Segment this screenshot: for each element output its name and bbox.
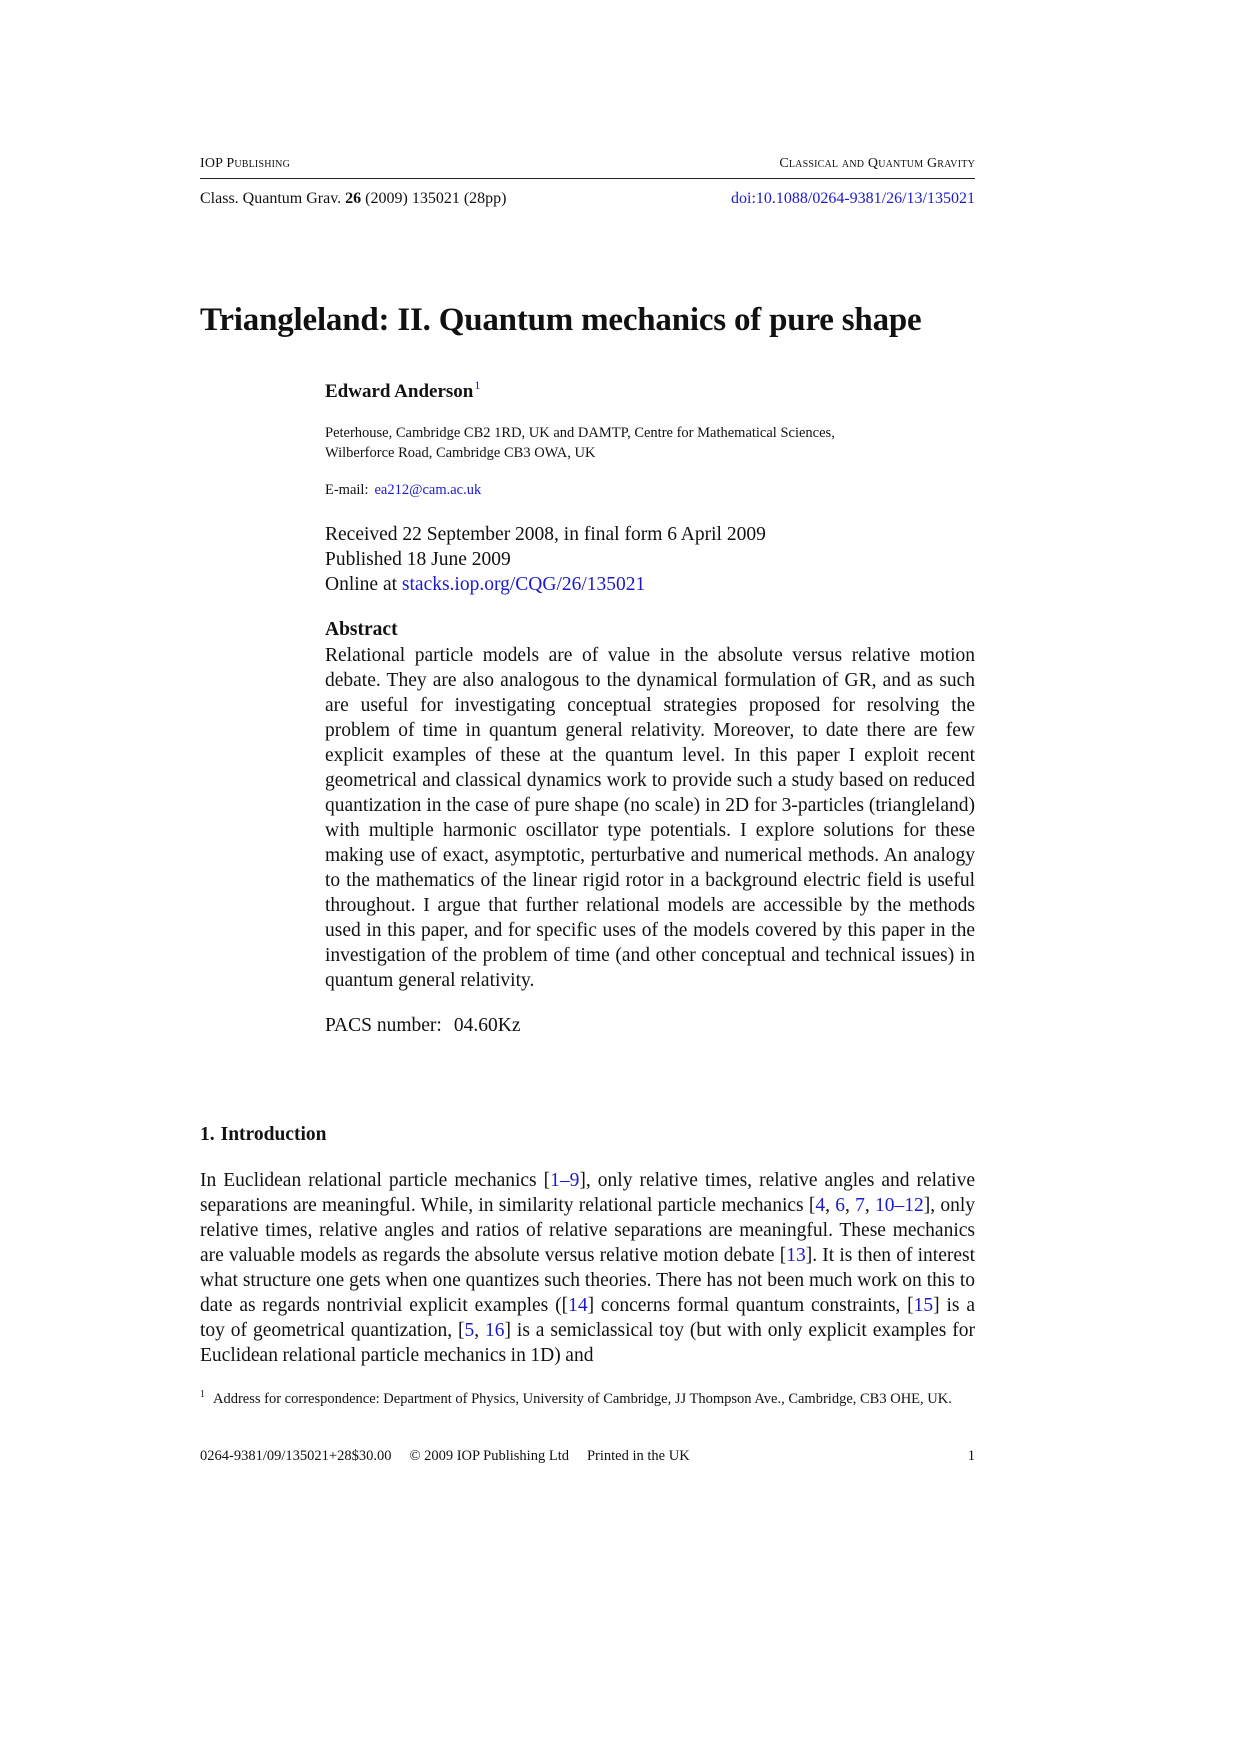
footnote-mark: 1 <box>200 1389 205 1400</box>
paper-title: Triangleland: II. Quantum mechanics of pure shape <box>200 302 922 338</box>
abstract-heading: Abstract <box>325 619 398 640</box>
page-number: 1 <box>967 1448 975 1464</box>
text-run: ] is a semiclassical toy (but with only explicit examples for Euclidean relational particle mechanics in 1D) and <box>200 1320 975 1366</box>
text-run: , <box>844 1195 856 1216</box>
section-number: 1. <box>200 1124 215 1145</box>
email-label: E-mail: <box>325 482 369 498</box>
text-run: ] is a toy of geometrical quantization, [ <box>200 1295 975 1341</box>
publication-dates <box>325 522 766 597</box>
author-name-text: Edward Anderson <box>325 381 474 402</box>
online-label: Online at <box>325 574 402 595</box>
text-run: , <box>474 1320 486 1341</box>
issn-price: 0264-9381/09/135021+28$30.00 <box>200 1448 392 1464</box>
abstract-text: Relational particle models are of value in the absolute versus relative motion debate. They are also analogous to the dynamical formulation of GR, and as such are useful for investigating conceptual strategies proposed for resolving the problem of time in quantum general relativity. Moreover, to date there are few explicit examples of these at the quantum level. In this paper I exploit recent geometrical and classical dynamics work to provide such a study based on reduced quantization in the case of pure shape (no scale) in 2D for 3-particles (triangleland) with multiple harmonic oscillator type potentials. I explore solutions for these making use of exact, asymptotic, perturbative and numerical methods. An analogy to the mathematics of the linear rigid rotor in a background electric field is useful throughout. I argue that further relational models are accessible by the methods used in this paper, and for specific uses of the models covered by this paper in the investigation of the problem of time (and other conceptual and technical issues) in quantum general relativity. <box>325 645 975 991</box>
reference-link[interactable]: 7 <box>855 1195 865 1216</box>
reference-link[interactable]: 5 <box>464 1320 475 1341</box>
footnote-text: Address for correspondence: Department of Physics, University of Cambridge, JJ Thompson Ave., Cambridge, CB3 OHE, UK. <box>213 1391 952 1407</box>
author-email <box>325 482 481 499</box>
pacs-label: PACS number: <box>325 1015 442 1036</box>
published-date: Published 18 June 2009 <box>325 549 511 570</box>
pacs-number <box>325 1015 520 1037</box>
affiliation-line: Peterhouse, Cambridge CB2 1RD, UK and DAMTP, Centre for Mathematical Sciences, <box>325 425 835 441</box>
text-run: , <box>864 1195 875 1216</box>
author-footnote-mark[interactable]: 1 <box>474 378 481 392</box>
email-link[interactable]: ea212@cam.ac.uk <box>374 482 482 498</box>
citation-volume: 26 <box>345 190 362 207</box>
publisher-name: IOP Publishing <box>200 156 291 171</box>
received-date: Received 22 September 2008, in final form 6 April 2009 <box>325 524 766 545</box>
citation-prefix: Class. Quantum Grav. <box>200 190 346 207</box>
affiliation-line: Wilberforce Road, Cambridge CB3 OWA, UK <box>325 445 596 461</box>
copyright: © 2009 IOP Publishing Ltd <box>409 1448 569 1464</box>
journal-name: Classical and Quantum Gravity <box>779 156 975 171</box>
reference-link[interactable]: 6 <box>835 1195 845 1216</box>
author-affiliation <box>325 423 975 463</box>
footnote <box>200 1385 975 1409</box>
page-footer <box>200 1448 708 1465</box>
author-name <box>325 378 480 403</box>
doi-link[interactable]: doi:10.1088/0264-9381/26/13/135021 <box>731 190 975 207</box>
reference-link[interactable]: 13 <box>786 1245 806 1266</box>
online-at <box>325 572 766 597</box>
pacs-value: 04.60Kz <box>453 1015 521 1036</box>
text-run: ]. It is then of interest what structure one gets when one quantizes such theories. There has not been much work on this to date as regards nontrivial explicit examples ([ <box>200 1245 975 1316</box>
text-run: ], only relative times, relative angles and ratios of relative separations are meaningful. These mechanics are valuable models as regards the absolute versus relative motion debate [ <box>200 1195 976 1266</box>
text-run: In Euclidean relational particle mechanics [ <box>200 1170 551 1191</box>
reference-link[interactable]: 14 <box>568 1295 588 1316</box>
text-run: ] concerns formal quantum constraints, [ <box>587 1295 914 1316</box>
reference-link[interactable]: 4 <box>815 1195 826 1216</box>
reference-link[interactable]: 1–9 <box>550 1170 580 1191</box>
journal-citation <box>200 190 506 208</box>
text-run: ], only relative times, relative angles and relative separations are meaningful. While, in similarity relational particle mechanics [ <box>200 1170 976 1216</box>
printed-in: Printed in the UK <box>586 1448 690 1464</box>
reference-link[interactable]: 10–12 <box>874 1195 924 1216</box>
section-heading <box>200 1124 326 1146</box>
section-title: Introduction <box>220 1124 327 1145</box>
reference-link[interactable]: 15 <box>913 1295 934 1316</box>
header-divider <box>200 178 975 179</box>
reference-link[interactable]: 16 <box>485 1320 505 1341</box>
citation-suffix: (2009) 135021 (28pp) <box>361 190 507 207</box>
introduction-paragraph <box>200 1168 975 1368</box>
online-link[interactable]: stacks.iop.org/CQG/26/135021 <box>401 574 646 595</box>
text-run: , <box>825 1195 836 1216</box>
